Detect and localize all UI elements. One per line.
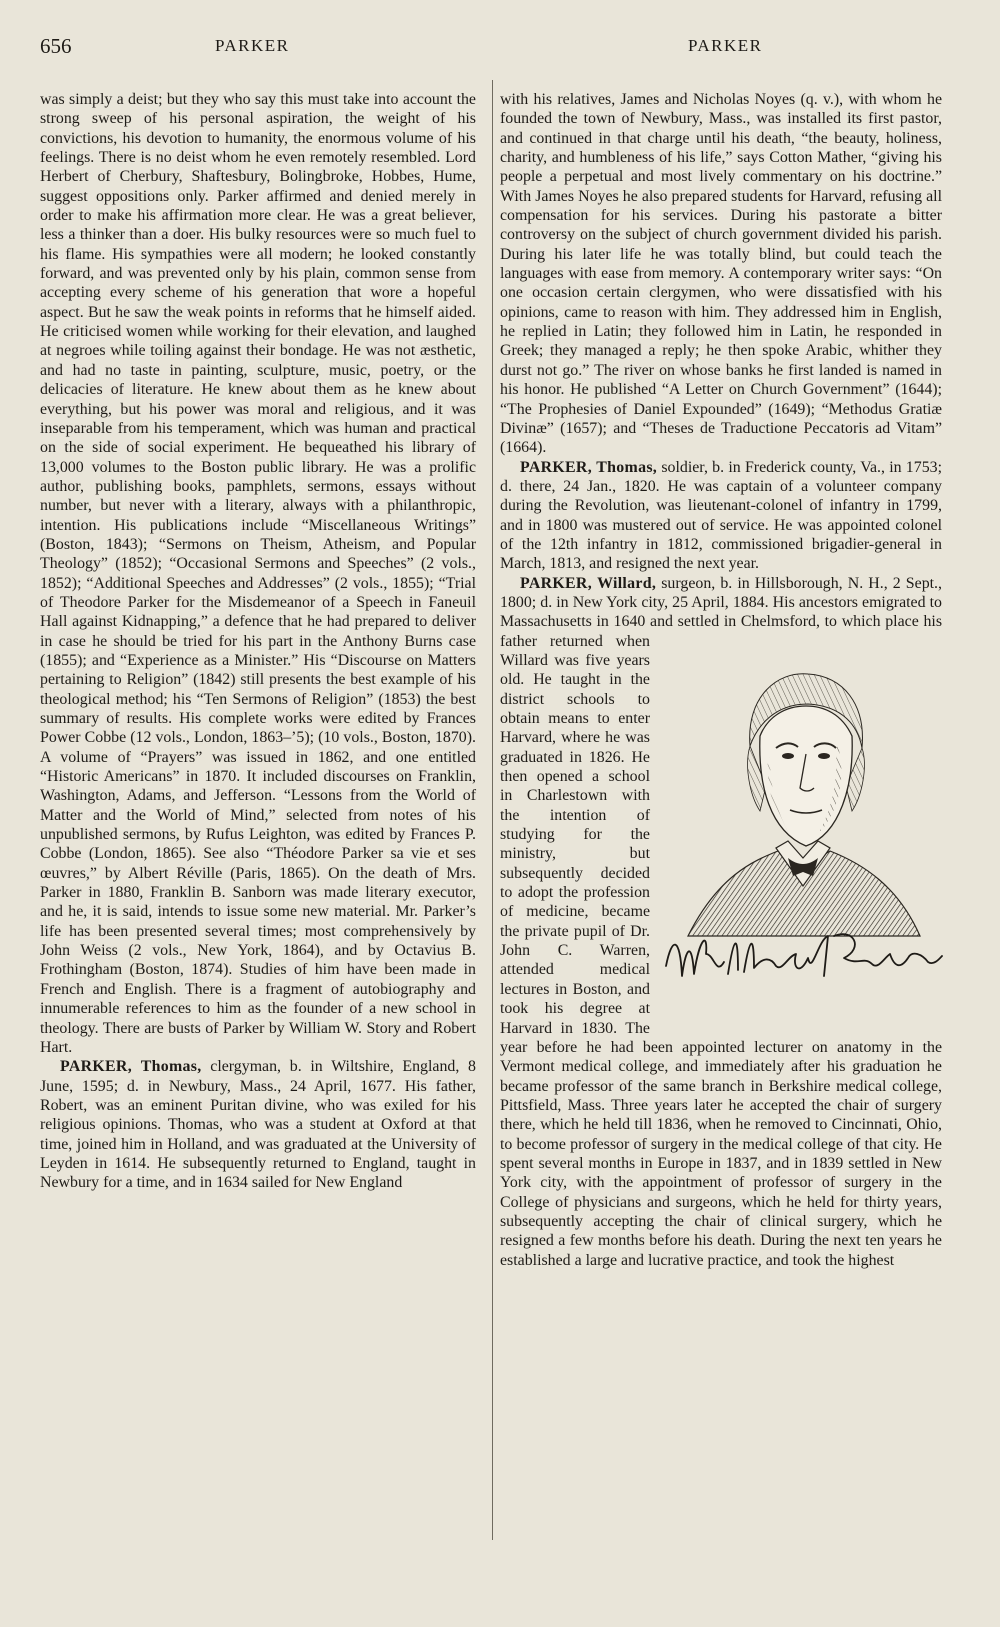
- page-number: 656: [40, 34, 72, 58]
- entry-willard-parker: [500, 574, 942, 1270]
- portrait-engraving: [658, 636, 944, 1016]
- portrait-figure: [658, 636, 944, 1016]
- running-head-left: PARKER: [215, 36, 290, 55]
- entry-headword: PARKER, Willard,: [520, 574, 657, 592]
- theodore-parker-continuation: was simply a deist; but they who say this must take into account the strong sweep of his personal aspiration, the weight of his convictions, his devotion to humanity, the enormous volume of his feelings. There is no deist whom he even remotely resembled. Lord Herbert of Cherbury, Shaftesbury, Bolingbroke, Hobbes, Hume, suggest oppositions only. Parker affirmed and denied merely in order to make his affirmation more clear. He was a great believer, less a thinker than a doer. His bulky resources were so much fuel to his flame. His sympathies were all modern; he looked constantly forward, and was prevented only by his plain, common sense from accepting every scheme of his generation that wore a hopeful aspect. But he saw the weak points in reforms that he himself aided. He criticised women while working for their elevation, and laughed at negroes while toiling against their bondage. He was not æsthetic, and had no taste in painting, sculpture, music, poetry, or the delicacies of literature. He knew about them as he knew about everything, but his power was moral and religious, and it was inseparable from his temperament, which was human and practical on the side of social experiment. He bequeathed his library of 13,000 volumes to the Boston public library. He was a prolific author, publishing books, pamphlets, sermons, essays without number, but never with a literary, always with a philanthropic, intention. His publications include “Miscellaneous Writings” (Boston, 1843); “Sermons on Theism, Atheism, and Popular Theology” (1852); “Occasional Sermons and Speeches” (2 vols., 1852); “Additional Speeches and Addresses” (2 vols., 1855); “Trial of Theodore Parker for the Misdemeanor of a Speech in Faneuil Hall against Kidnapping,” a defence that he had prepared to deliver in case he should be tried for his part in the Anthony Burns case (1855); and “Experience as a Minister.” His “Discourse on Matters pertaining to Religion” (1842) still presents the best example of his theological method; his “Ten Sermons of Religion” (1853) the best summary of results. His complete works were edited by Frances Power Cobbe (12 vols., London, 1863–’5); (10 vols., Boston, 1870). A volume of “Prayers” was issued in 1862, and one entitled “Historic Americans” in 1870. It included discourses on Franklin, Washington, Adams, and Jefferson. “Lessons from the World of Matter and the World of Mind,” selected from notes of his unpublished sermons, by Rufus Leighton, was edited by Frances P. Cobbe (London, 1865). See also “Théodore Parker sa vie et ses œuvres,” by Albert Réville (Paris, 1865). On the death of Mrs. Parker in 1880, Franklin B. Sanborn was made literary executor, and he, it is said, intends to issue some new material. Mr. Parker’s life has been presented several times; most comprehensively by John Weiss (2 vols., New York, 1864), and by Octavius B. Frothingham (Boston, 1874). Studies of him have been made in French and English. There is a fragment of autobiography and innumerable references to him as the founder of a new school in theology. There are busts of Parker by William W. Story and Robert Hart.: [40, 91, 476, 1056]
- entry-thomas-parker-soldier: [500, 458, 942, 574]
- thomas-parker-continuation: with his relatives, James and Nicholas Noyes (q. v.), with whom he founded the town of Newbury, Mass., was installed its first pastor, and continued in that charge until his death, “the beauty, holiness, charity, and humbleness of his life,” says Cotton Mather, “giving his people a perpetual and most lively commentary on his doctrine.” With James Noyes he also prepared students for Harvard, refusing all compensation for his services. During his pastorate a bitter controversy on the subject of church government divided his parish. During his later life he was totally blind, but could teach the languages with ease from memory. A contemporary writer says: “On one occasion certain clergymen, who were dissatisfied with his opinions, came to reason with him. They addressed him in English, he replied in Latin; they followed him in Latin, he responded in Greek; they managed a reply; he then spoke Arabic, whither they durst not go.” The river on whose banks he first landed is named in his honor. He published “A Letter on Church Government” (1644); “The Prophesies of Daniel Expounded” (1649); “Methodus Gratiæ Divinæ” (1657); and “Theses de Traductione Peccatoris ad Vitam” (1664).: [500, 91, 942, 457]
- entry-headword: PARKER, Thomas,: [520, 458, 658, 476]
- entry-body: clergyman, b. in Wiltshire, England, 8 June, 1595; d. in Newbury, Mass., 24 April, 1677. His father, Robert, was an eminent Puritan divine, who was exiled for his religious opinions. Thomas, who was a student at Oxford at that time, joined him in Holland, and was graduated at the University of Leyden in 1614. He subsequently returned to England, taught in Newbury for a time, and in 1634 sailed for New England: [40, 1058, 476, 1192]
- entry-headword: PARKER, Thomas,: [60, 1058, 202, 1076]
- running-head-right: PARKER: [688, 36, 763, 55]
- entry-body-intro: surgeon, b. in Hillsborough, N. H., 2 Sept., 1800; d. in New York city, 25 April, 1884. His ancestors emigrated to Massachusetts in 1640 and settled in Chelmsford, to: [500, 574, 942, 631]
- entry-body: soldier, b. in Frederick county, Va., in 1753; d. there, 24 Jan., 1820. He was captain of a volunteer company during the Revolution, was lieutenant-colonel of infantry in 1799, and in 1800 was mustered out of service. He was appointed colonel of the 12th infantry in 1812, commissioned brigadier-general in March, 1813, and resigned the next year.: [500, 458, 943, 573]
- left-column: [40, 90, 476, 1193]
- column-divider: [492, 80, 493, 1540]
- right-column: [500, 90, 942, 1270]
- entry-thomas-parker-clergyman: [40, 1057, 476, 1192]
- signature-drawing: [666, 934, 942, 976]
- entry-body: which place his father returned when Willard was five years old. He taught in the district schools to obtain means to enter Harvard, where he was graduated in 1826. He then opened a school in Charlestown with the intention of studying for the ministry, but subsequently decided to adopt the profession of medicine, became the private pupil of Dr. John C. Warren, attended medical lectures in Boston, and took his degree at Harvard in 1830. The year before he had been appointed lecturer on anatomy in the Vermont medical college, and immediately after his graduation he became professor of the same branch in Berkshire medical college, Pittsfield, Mass. Three years later he accepted the chair of surgery there, which he held till 1836, when he removed to Cincinnati, Ohio, to become professor of surgery in the medical college of that city. He spent several months in Europe in 1837, and in 1839 settled in New York city, with the appointment of professor of surgery in the College of physicians and surgeons, which he held for thirty years, subsequently accepting the chair of clinical surgery, which he resigned a few months before his death. During the next ten years he established a large and lucrative practice, and took the highest: [500, 613, 943, 1269]
- page-header: [0, 34, 1000, 64]
